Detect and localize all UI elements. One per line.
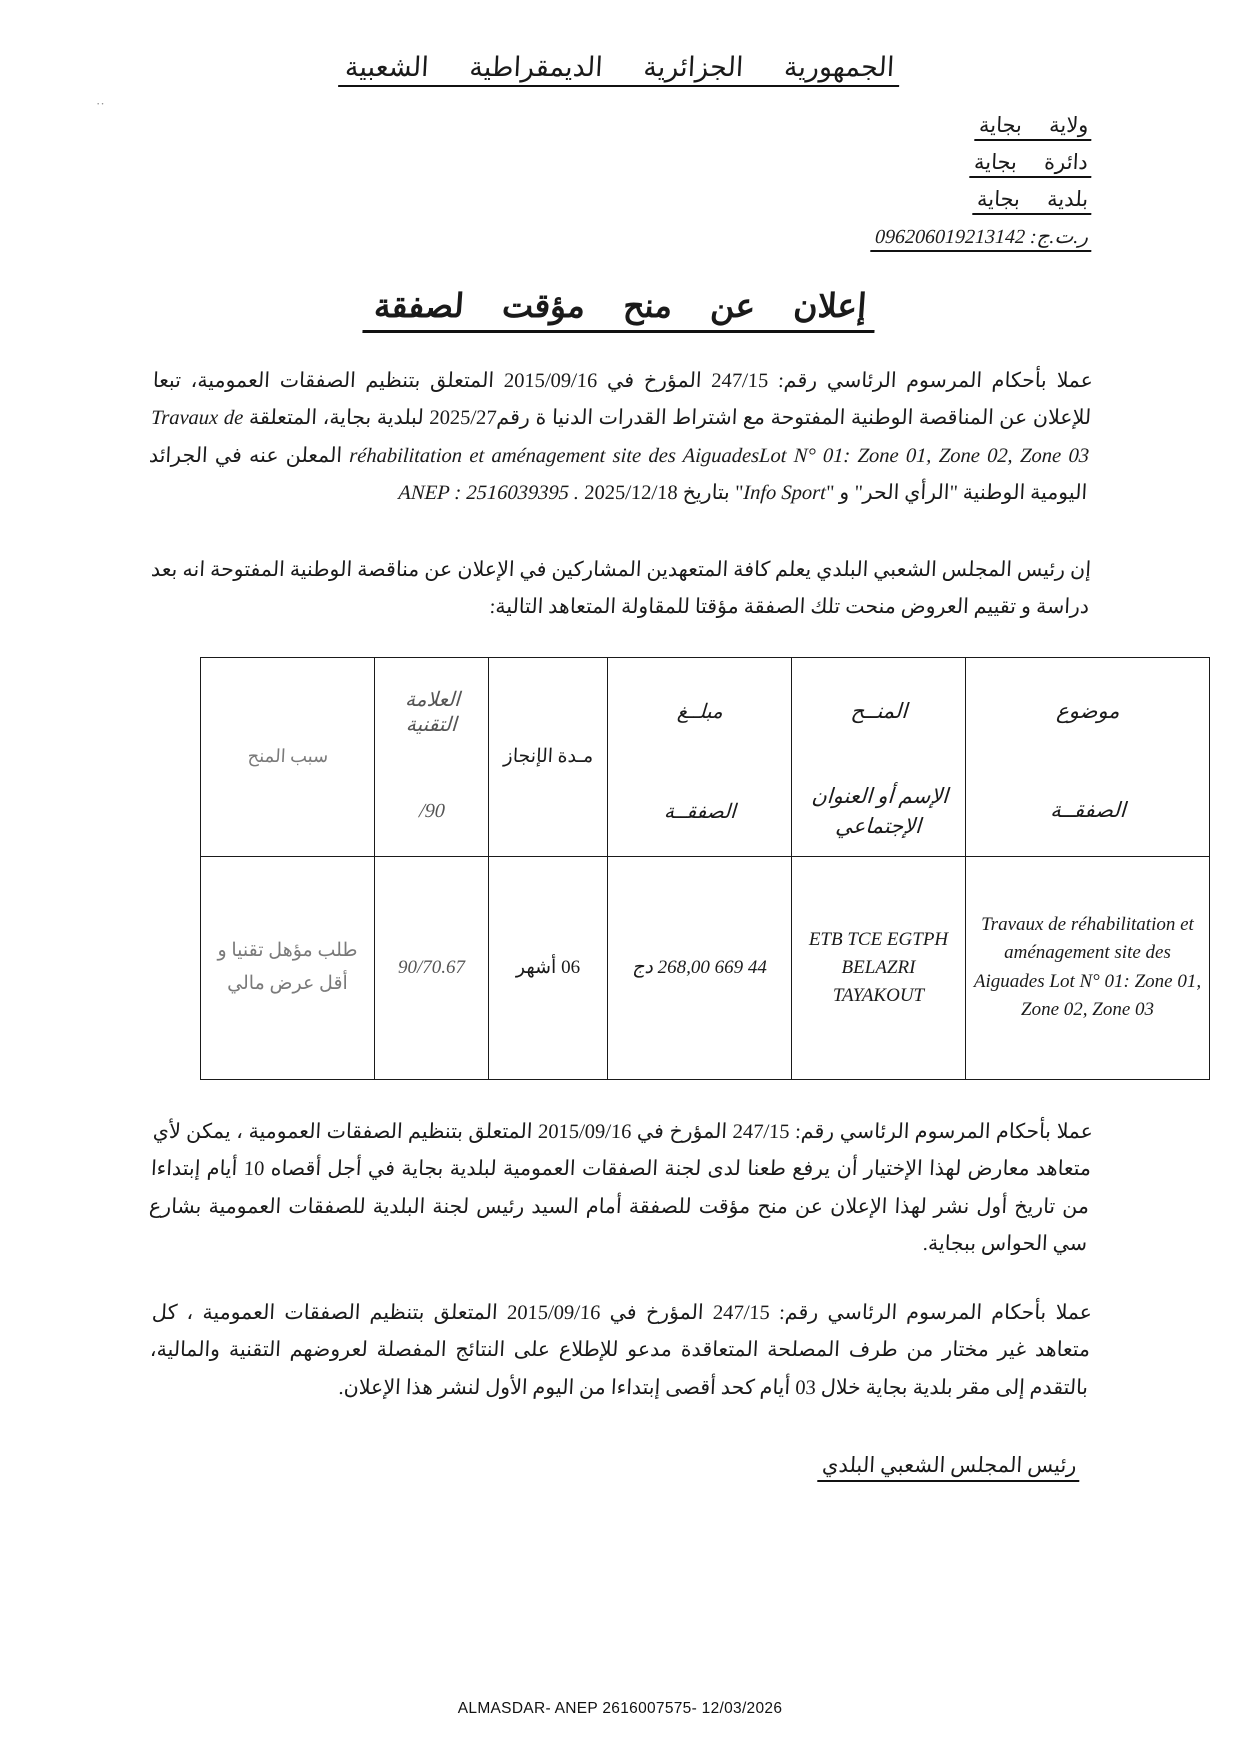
- header-score-sub: 90/: [372, 766, 491, 857]
- header-amount: مبلــغ: [605, 657, 795, 766]
- commercial-register-value: ر.ت.ج: 096206019213142: [870, 224, 1093, 252]
- wilaya-line: [0, 113, 1092, 150]
- consultation-paragraph: عملا بأحكام المرسوم الرئاسي رقم: 247/15 المؤرخ في 2015/09/16 المتعلق بتنظيم الصفقات العمومية ، كل متعاهد غير مختار من طرف المصلحة المتعاقدة مدعو للإطلاع على النتائج المفصلة لعروضهم التقنية والمالية، بالتقدم إلى مقر بلدية بجاية خلال 03 أيام كحد أقصى إبتداءا من اليوم الأول لنشر هذا الإعلان.: [149, 1301, 1093, 1399]
- administrative-block: [0, 113, 1092, 252]
- cell-winner: ETB TCE EGTPH BELAZRI TAYAKOUT: [792, 856, 966, 1079]
- appeal-paragraph: عملا بأحكام المرسوم الرئاسي رقم: 247/15 المؤرخ في 2015/09/16 المتعلق بتنظيم الصفقات العمومية ، يمكن لأي متعاهد معارض لهذا الإختيار أن يرفع طعنا لدى لجنة الصفقات العمومية لبلدية بجاية في أجل أقصاه 10 أيام إبتداءا من تاريخ أول نشر لهذا الإعلان عن منح مؤقت للصفقة أمام السيد رئيس لجنة البلدية للصفقات العمومية بشارع سي الحواس ببجاية.: [148, 1120, 1094, 1255]
- cell-duration: 06 أشهر: [489, 856, 608, 1079]
- footer-reference: ALMASDAR- ANEP 2616007575- 12/03/2026: [457, 1700, 783, 1717]
- baladia-line: [0, 187, 1092, 224]
- commercial-register-line: [0, 224, 1092, 252]
- intro-text-part2: المعلن عنه في الجرائد اليومية الوطنية "الرأي الحر" و ": [148, 444, 1088, 504]
- page-title-text: إعلان عن منح مؤقت لصفقة: [362, 286, 877, 333]
- daira-label: دائرة بجاية: [969, 150, 1092, 178]
- header-award: المنــح: [789, 657, 969, 766]
- signature-block: [0, 1453, 1080, 1482]
- cell-score: 90/70.67: [375, 856, 489, 1079]
- page-title: [0, 286, 1240, 333]
- wilaya-label: ولاية بجاية: [974, 113, 1093, 141]
- newspaper-info-sport: Info Sport: [742, 481, 827, 504]
- republic-header: [0, 52, 1240, 87]
- award-table-wrapper: [200, 657, 1202, 1080]
- intro-paragraph: [146, 363, 1094, 512]
- header-duration: مـدة الإنجاز: [483, 657, 612, 856]
- signature-title: رئيس المجلس الشعبي البلدي: [817, 1453, 1081, 1482]
- table-header-row-main: [201, 657, 1210, 766]
- cell-reason: طلب مؤهل تقنيا و أقل عرض مالي: [201, 856, 375, 1079]
- header-award-sub: الإسم أو العنوان الإجتماعي: [789, 766, 968, 857]
- header-subject: موضوع: [963, 657, 1213, 766]
- header-score: العلامة التقنية: [372, 657, 492, 766]
- daira-line: [0, 150, 1092, 187]
- anep-reference: ANEP : 2516039395 .: [397, 481, 580, 504]
- cell-amount: 44 669 268,00 دج: [608, 856, 792, 1079]
- notice-paragraph: إن رئيس المجلس الشعبي البلدي يعلم كافة المتعهدين المشاركين في الإعلان عن مناقصة الوطنية المفتوحة انه بعد دراسة و تقييم العروض منحت تلك الصفقة مؤقتا للمقاولة المتعاهد التالية:: [150, 559, 1092, 619]
- scan-artifact: ··: [96, 96, 105, 111]
- header-subject-sub: الصفقــة: [963, 766, 1212, 857]
- header-amount-sub: الصفقــة: [605, 766, 794, 857]
- award-table: [200, 657, 1210, 1080]
- table-row: [201, 856, 1210, 1079]
- cell-subject: Travaux de réhabilitation et aménagement site des Aiguades Lot N° 01: Zone 01, Zone 02, Zone 03: [966, 856, 1210, 1079]
- intro-text-part3: " بتاريخ 2025/12/18: [583, 481, 744, 504]
- project-name-french: Travaux de réhabilitation et aménagement site des AiguadesLot N° 01: Zone 01, Zone 02, Zone 03: [150, 407, 1090, 467]
- intro-text-part1: عملا بأحكام المرسوم الرئاسي رقم: 247/15 المؤرخ في 2015/09/16 المتعلق بتنظيم الصفقات العمومية، تبعا للإعلان عن المناقصة الوطنية المفتوحة مع اشتراط القدرات الدنيا ة رقم2025/27 لبلدية بجاية، المتعلقة: [152, 370, 1094, 430]
- republic-title: الجمهورية الجزائرية الديمقراطية الشعبية: [338, 52, 901, 87]
- header-reason: سبب المنح: [195, 657, 379, 856]
- baladia-label: بلدية بجاية: [972, 187, 1093, 215]
